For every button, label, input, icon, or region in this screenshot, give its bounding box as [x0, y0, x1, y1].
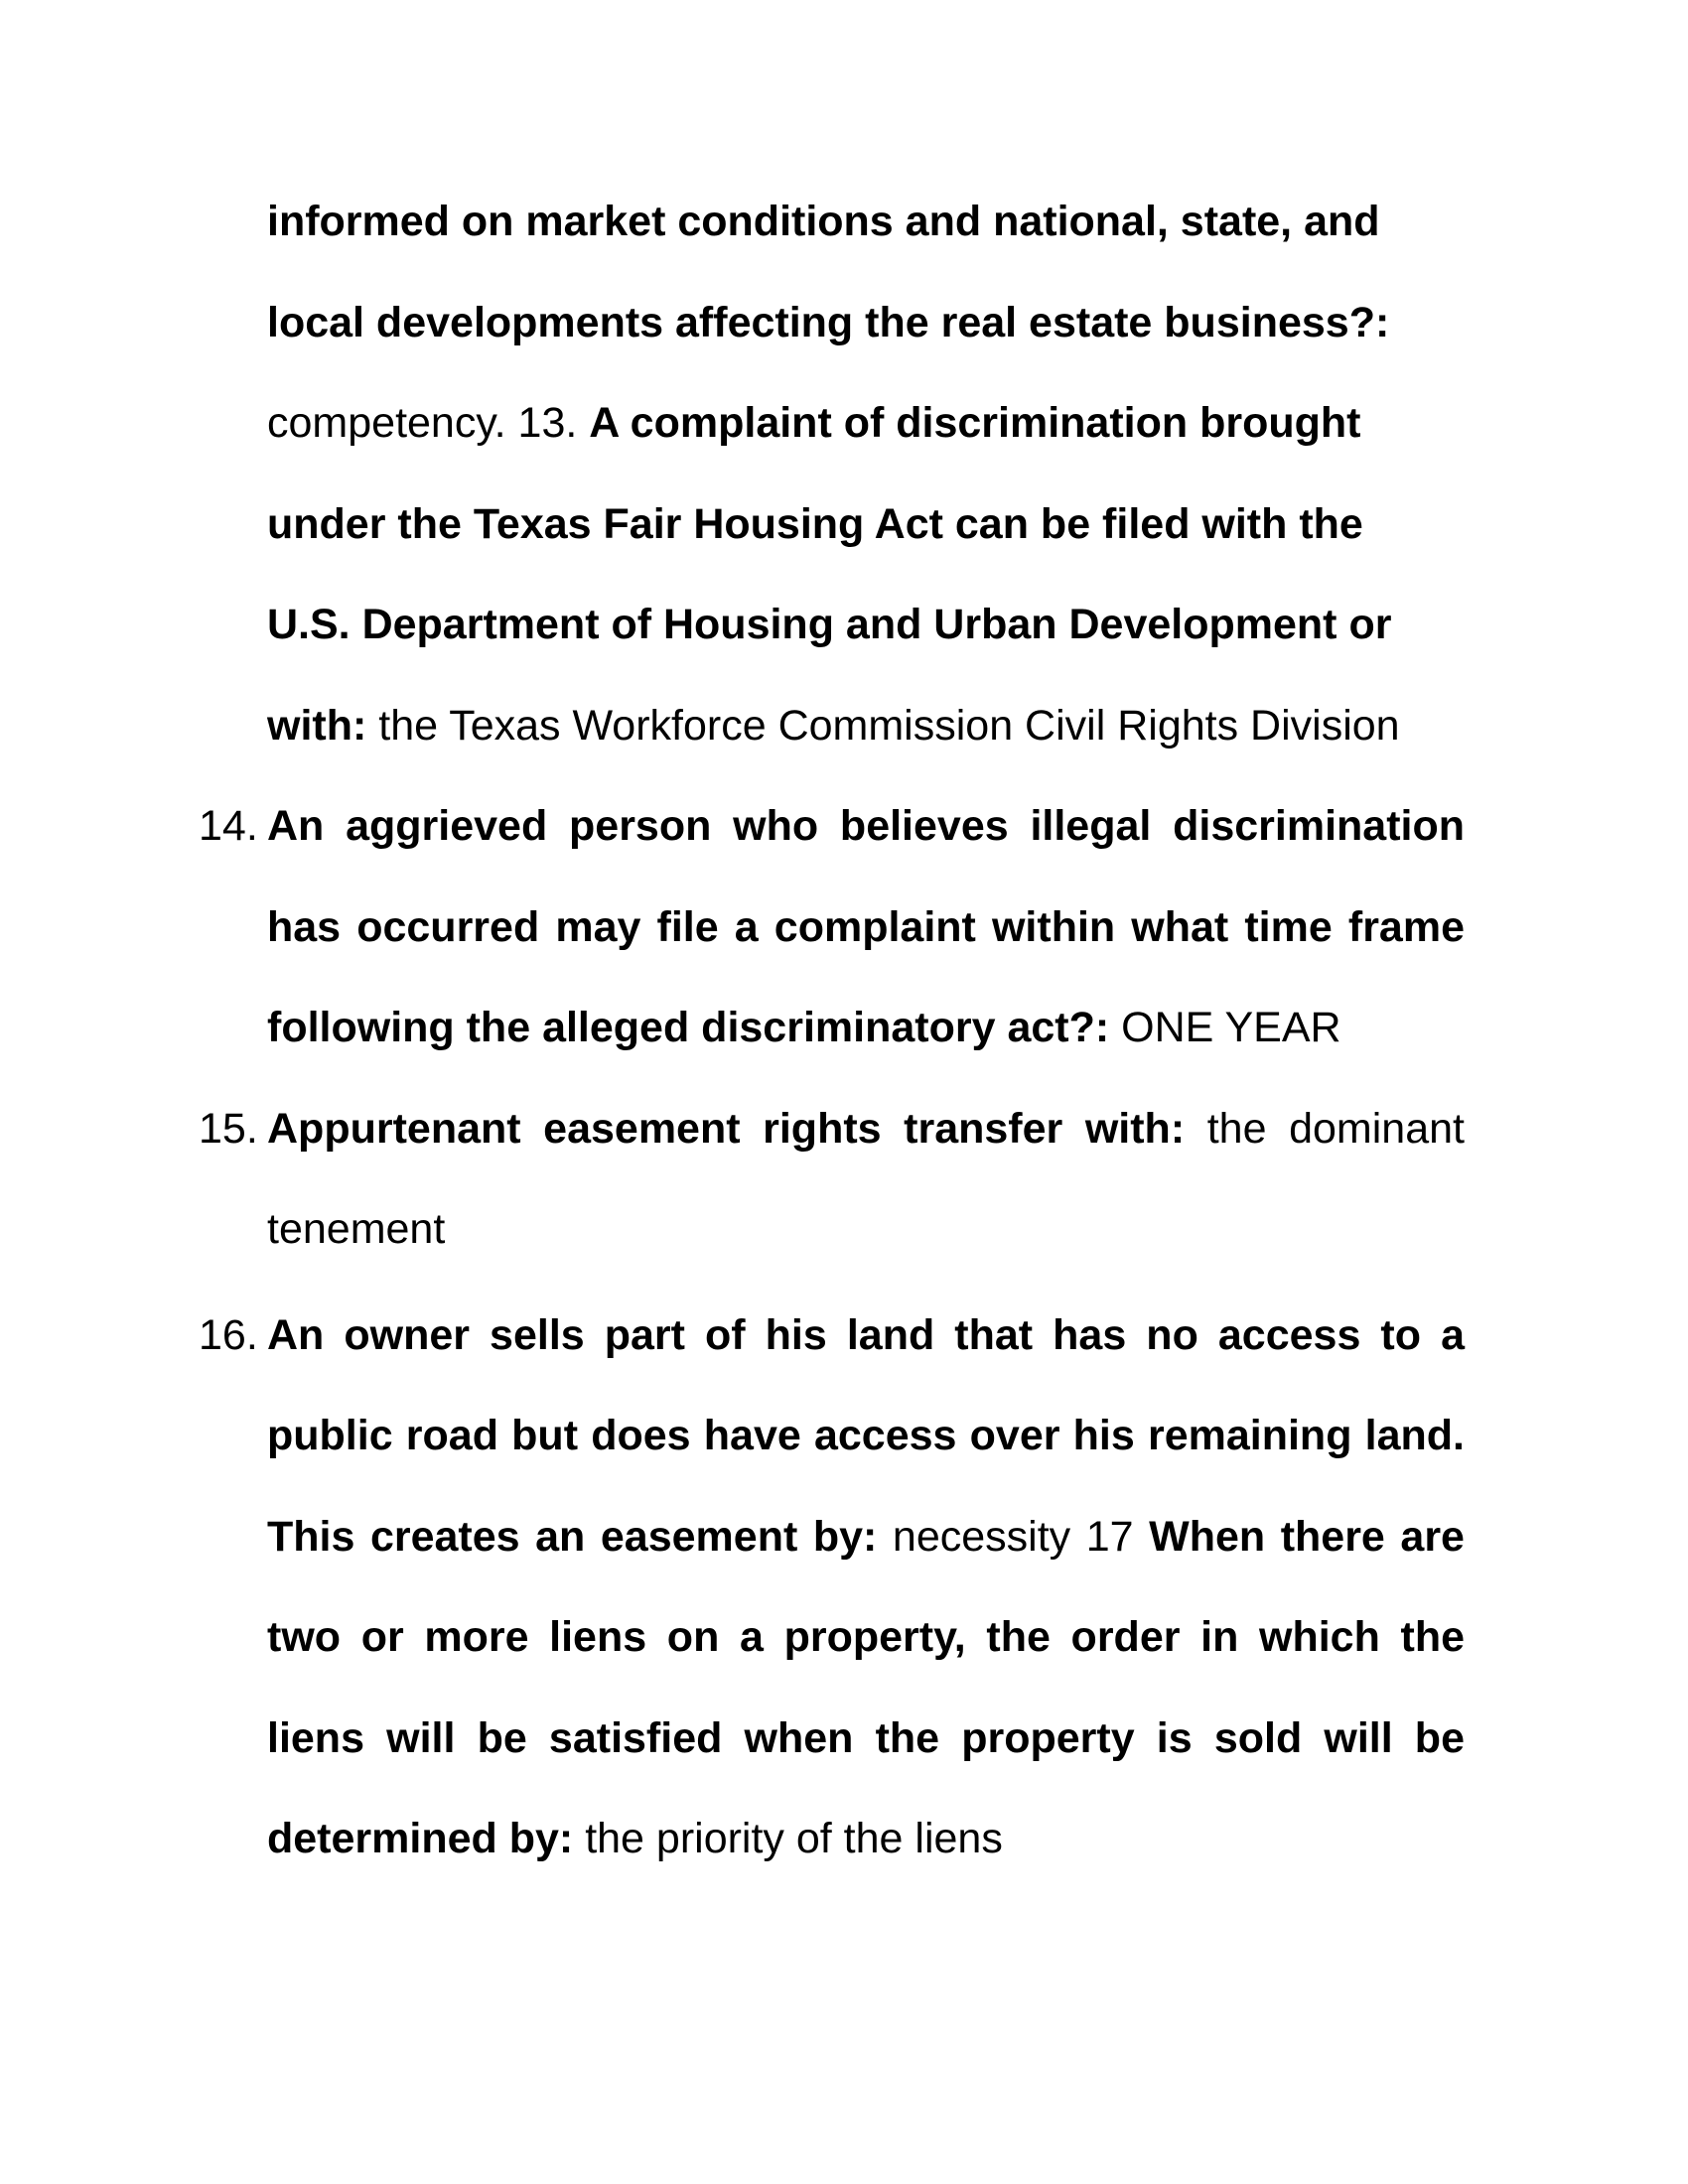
answer-text: the Texas Workforce Commission Civil Rights Division	[378, 702, 1400, 750]
q15-number: 15.	[199, 1105, 258, 1153]
q17-line-4	[267, 1809, 1465, 1868]
question-text: informed on market conditions and national, state, and	[267, 198, 1380, 245]
question-text: two or more liens on a property, the order in which the	[267, 1613, 1465, 1661]
answer-text: ONE YEAR	[1121, 1004, 1341, 1051]
q16-line-3	[267, 1507, 1465, 1567]
q13-line-4	[267, 696, 1465, 755]
q15-line-2	[267, 1199, 1465, 1259]
question-text: A complaint of discrimination brought	[589, 399, 1361, 447]
q14-number: 14.	[199, 802, 258, 850]
question-text: When there are	[1149, 1513, 1465, 1561]
question-text: under the Texas Fair Housing Act can be filed with the	[267, 500, 1363, 548]
q14-line-1	[267, 796, 1465, 856]
answer-text: necessity 17	[892, 1513, 1134, 1561]
continuation-line-1	[267, 192, 1465, 251]
q15-line-1	[267, 1099, 1465, 1159]
answer-text: the dominant	[1206, 1105, 1465, 1153]
question-text: with:	[267, 702, 367, 750]
question-text: Appurtenant easement rights transfer with:	[267, 1105, 1186, 1153]
question-text: An owner sells part of his land that has no access to a	[267, 1311, 1465, 1359]
continuation-line-2	[267, 293, 1465, 352]
question-text: U.S. Department of Housing and Urban Development or	[267, 601, 1392, 648]
question-text: public road but does have access over his remaining land.	[267, 1412, 1465, 1459]
question-text: following the alleged discriminatory act?:	[267, 1004, 1110, 1051]
answer-text: tenement	[267, 1205, 446, 1253]
question-text: liens will be satisfied when the property is sold will be	[267, 1714, 1465, 1762]
q17-line-2	[267, 1607, 1465, 1667]
q13-line-1	[267, 393, 1465, 453]
question-text: has occurred may file a complaint within what time frame	[267, 903, 1465, 951]
answer-text: competency. 13.	[267, 399, 578, 447]
answer-text: the priority of the liens	[585, 1815, 1003, 1862]
question-text: local developments affecting the real estate business?:	[267, 299, 1390, 346]
q17-line-3	[267, 1708, 1465, 1768]
question-text: This creates an easement by:	[267, 1513, 878, 1561]
q16-line-2	[267, 1406, 1465, 1465]
q16-line-1	[267, 1305, 1465, 1365]
q13-line-3	[267, 595, 1465, 654]
q13-line-2	[267, 494, 1465, 554]
q14-line-2	[267, 897, 1465, 957]
question-text: An aggrieved person who believes illegal discrimination	[267, 802, 1465, 850]
question-text: determined by:	[267, 1815, 574, 1862]
q16-number: 16.	[199, 1311, 258, 1359]
q14-line-3	[267, 998, 1465, 1057]
